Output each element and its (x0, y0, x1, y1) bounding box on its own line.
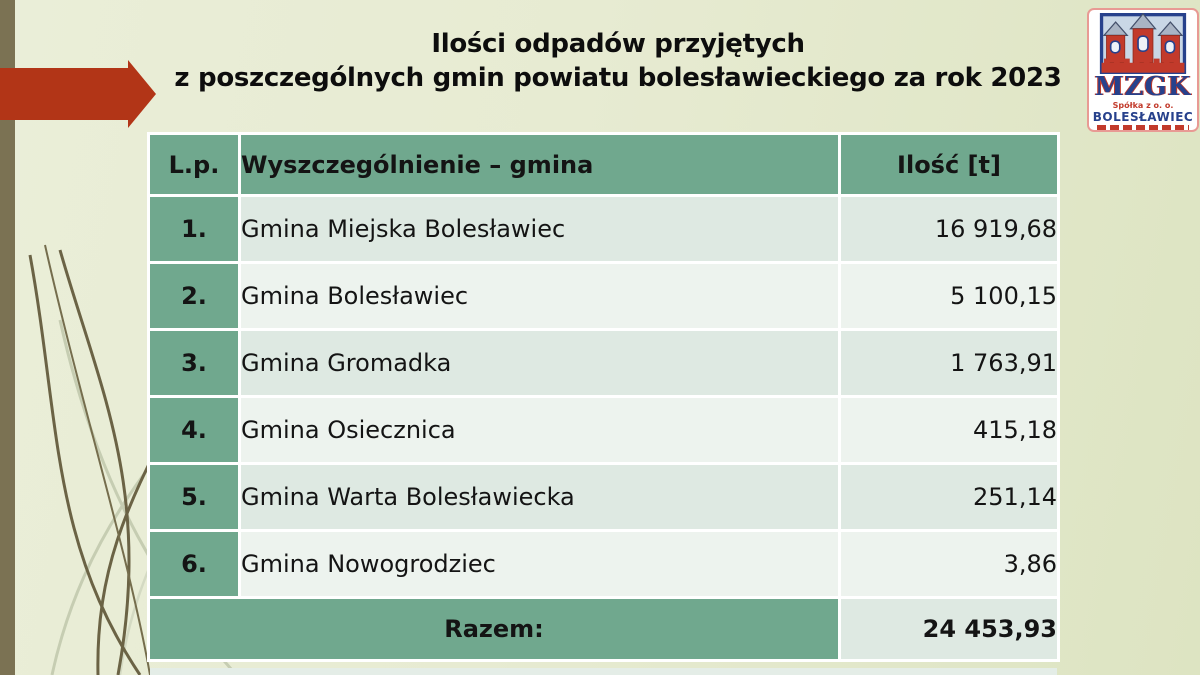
total-value-cell: 24 453,93 (841, 599, 1057, 659)
title-line-1: Ilości odpadów przyjętych (431, 29, 805, 59)
row-number-cell: 6. (150, 532, 238, 596)
logo-city: BOLESŁAWIEC (1092, 110, 1194, 125)
row-number-cell: 1. (150, 197, 238, 261)
row-number-cell: 2. (150, 264, 238, 328)
waste-amounts-table (147, 132, 1060, 662)
table-row (150, 264, 1057, 328)
header-cell-name: Wyszczególnienie – gmina (241, 135, 838, 194)
gmina-name-cell: Gmina Nowogrodziec (241, 532, 838, 596)
logo-castle-icon (1095, 13, 1191, 74)
gmina-name-cell: Gmina Gromadka (241, 331, 838, 395)
amount-cell: 415,18 (841, 398, 1057, 462)
total-label-cell: Razem: (150, 599, 838, 659)
gmina-name-cell: Gmina Bolesławiec (241, 264, 838, 328)
amount-cell: 1 763,91 (841, 331, 1057, 395)
slide-title (140, 27, 1096, 95)
gmina-name-cell: Gmina Warta Bolesławiecka (241, 465, 838, 529)
row-number-cell: 5. (150, 465, 238, 529)
logo-bricks-decoration (1097, 125, 1189, 130)
title-line-2: z poszczególnych gmin powiatu bolesławieckiego za rok 2023 (174, 63, 1062, 93)
table-row (150, 532, 1057, 596)
table-bottom-strip (150, 668, 1057, 675)
logo-acronym: MZGK (1094, 72, 1192, 103)
header-cell-lp: L.p. (150, 135, 238, 194)
logo-company-type: Spółka z o. o. (1112, 101, 1174, 111)
company-logo (1087, 8, 1199, 132)
amount-cell: 251,14 (841, 465, 1057, 529)
amount-cell: 16 919,68 (841, 197, 1057, 261)
table-header-row (150, 135, 1057, 194)
header-cell-amount: Ilość [t] (841, 135, 1057, 194)
table-row (150, 465, 1057, 529)
gmina-name-cell: Gmina Osiecznica (241, 398, 838, 462)
total-row (150, 599, 1057, 659)
table-row (150, 331, 1057, 395)
amount-cell: 5 100,15 (841, 264, 1057, 328)
table-row (150, 197, 1057, 261)
row-number-cell: 3. (150, 331, 238, 395)
gmina-name-cell: Gmina Miejska Bolesławiec (241, 197, 838, 261)
row-number-cell: 4. (150, 398, 238, 462)
red-arrow-shape (0, 58, 160, 130)
table-row (150, 398, 1057, 462)
amount-cell: 3,86 (841, 532, 1057, 596)
